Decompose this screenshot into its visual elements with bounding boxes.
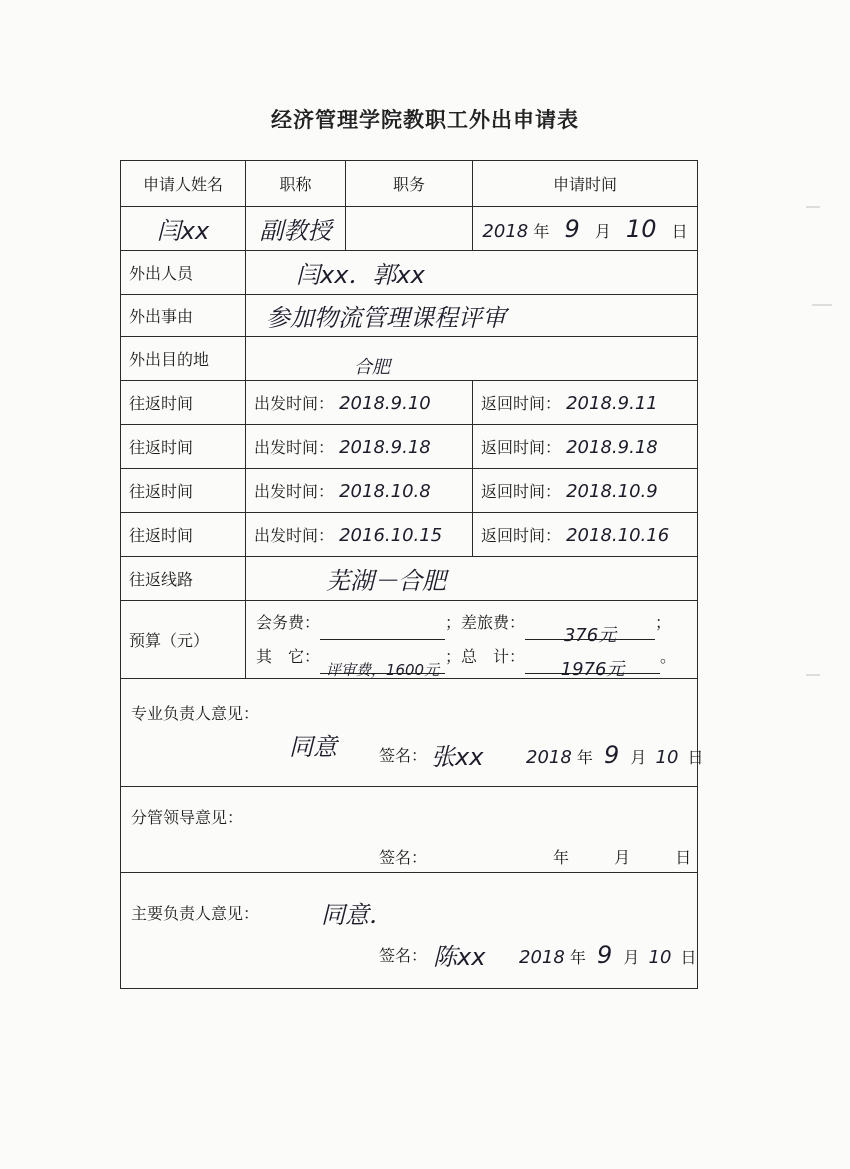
leader-month-unit: 月 (614, 848, 631, 867)
return-value: 2018.9.18 (566, 437, 658, 458)
trip-label: 往返时间 (121, 469, 246, 513)
route-row (121, 557, 698, 601)
return-label: 返回时间： (481, 482, 562, 501)
trip-depart (246, 425, 473, 469)
budget-line-2 (256, 640, 689, 680)
reason-row (121, 295, 698, 337)
return-label: 返回时间： (481, 438, 562, 457)
chief-opinion-row (121, 873, 698, 989)
depart-label: 出发时间： (254, 526, 335, 545)
reason-label: 外出事由 (121, 295, 246, 337)
major-day-unit: 日 (687, 748, 704, 767)
meeting-fee-value (320, 619, 445, 640)
route-label: 往返线路 (121, 557, 246, 601)
chief-sign-label: 签名： (379, 946, 428, 965)
name-header: 申请人姓名 (121, 161, 246, 207)
depart-value: 2016.10.15 (339, 525, 443, 546)
trip-row-1 (121, 381, 698, 425)
applicant-row (121, 207, 698, 251)
chief-opinion (121, 873, 698, 989)
trip-return (473, 513, 698, 557)
other-fee-value: 评审费，1600元 (320, 653, 445, 674)
total-label: ；总 计： (445, 646, 526, 666)
trip-label: 往返时间 (121, 513, 246, 557)
major-month-unit: 月 (630, 748, 647, 767)
major-hand-opinion: 同意 (289, 733, 337, 761)
major-opinion (121, 679, 704, 787)
chief-day: 10 (648, 947, 672, 968)
chief-signature: 陈xx (433, 943, 486, 971)
reason-value: 参加物流管理课程评审 (246, 295, 698, 337)
chief-opinion-label: 主要负责人意见： (131, 904, 260, 923)
budget-line-1 (256, 606, 689, 646)
form-title: 经济管理学院教职工外出申请表 (271, 107, 579, 132)
major-year-unit: 年 (576, 748, 593, 767)
leader-opinion-label: 分管领导意见： (131, 808, 244, 827)
scan-speck (806, 674, 820, 676)
applicant-date (473, 207, 698, 251)
major-day: 10 (655, 747, 679, 768)
chief-year: 2018 (519, 947, 565, 968)
applicant-name: 闫xx (121, 207, 246, 251)
destination-value: 合肥 (246, 337, 698, 381)
return-label: 返回时间： (481, 394, 562, 413)
budget-values (246, 601, 698, 679)
date-year-unit: 年 (533, 221, 550, 241)
title-header: 职称 (246, 161, 346, 207)
return-value: 2018.10.16 (566, 525, 670, 546)
applicant-title: 副教授 (246, 207, 346, 251)
applicant-position (346, 207, 473, 251)
leader-day-unit: 日 (675, 848, 692, 867)
leader-sign-label: 签名： (379, 848, 428, 867)
chief-hand-opinion: 同意． (321, 901, 393, 929)
date-year: 2018 (482, 220, 529, 242)
depart-label: 出发时间： (254, 438, 335, 457)
return-value: 2018.9.11 (566, 393, 658, 414)
date-month-unit: 月 (594, 221, 611, 241)
scan-speck (812, 304, 832, 306)
personnel-row (121, 251, 698, 295)
trip-depart (246, 513, 473, 557)
return-label: 返回时间： (481, 526, 562, 545)
trip-return (473, 469, 698, 513)
trip-return (473, 381, 698, 425)
depart-label: 出发时间： (254, 394, 335, 413)
date-day: 10 (625, 214, 657, 243)
return-value: 2018.10.9 (566, 481, 658, 502)
trip-return (473, 425, 698, 469)
travel-fee-label: ；差旅费： (445, 612, 526, 632)
date-day-unit: 日 (671, 221, 688, 241)
depart-value: 2018.10.8 (339, 481, 431, 502)
personnel-value: 闫xx．郭xx (246, 251, 698, 295)
other-fee-label: 其 它： (256, 646, 321, 666)
major-opinion-row (121, 679, 698, 787)
major-year: 2018 (526, 747, 572, 768)
depart-value: 2018.9.10 (339, 393, 431, 414)
chief-month: 9 (597, 941, 613, 969)
major-sign-label: 签名： (379, 746, 428, 765)
application-form (120, 160, 704, 989)
meeting-fee-label: 会务费： (256, 612, 321, 632)
major-date (526, 741, 704, 769)
trip-row-4 (121, 513, 698, 557)
chief-day-unit: 日 (680, 948, 697, 967)
trip-row-3 (121, 469, 698, 513)
chief-date (519, 941, 697, 969)
trip-row-2 (121, 425, 698, 469)
leader-opinion (121, 787, 698, 873)
destination-row (121, 337, 698, 381)
date-month: 9 (564, 214, 580, 243)
scan-speck (806, 206, 820, 208)
date-header: 申请时间 (473, 161, 698, 207)
major-signature: 张xx (431, 743, 484, 771)
chief-month-unit: 月 (623, 948, 640, 967)
destination-label: 外出目的地 (121, 337, 246, 381)
leader-opinion-row (121, 787, 698, 873)
trip-label: 往返时间 (121, 425, 246, 469)
budget-label: 预算（元） (121, 601, 246, 679)
trip-label: 往返时间 (121, 381, 246, 425)
leader-year-unit: 年 (553, 848, 570, 867)
major-opinion-label: 专业负责人意见： (131, 704, 260, 723)
position-header: 职务 (346, 161, 473, 207)
line-end-2: 。 (660, 646, 677, 666)
major-month: 9 (604, 741, 620, 769)
trip-depart (246, 381, 473, 425)
depart-label: 出发时间： (254, 482, 335, 501)
total-value: 1976元 (525, 653, 660, 674)
chief-year-unit: 年 (569, 948, 586, 967)
depart-value: 2018.9.18 (339, 437, 431, 458)
header-row (121, 161, 698, 207)
route-value: 芜湖－合肥 (246, 557, 698, 601)
travel-fee-value: 376元 (525, 619, 655, 640)
leader-date (553, 845, 691, 868)
line-end-1: ； (655, 612, 672, 632)
personnel-label: 外出人员 (121, 251, 246, 295)
trip-depart (246, 469, 473, 513)
budget-row (121, 601, 698, 679)
